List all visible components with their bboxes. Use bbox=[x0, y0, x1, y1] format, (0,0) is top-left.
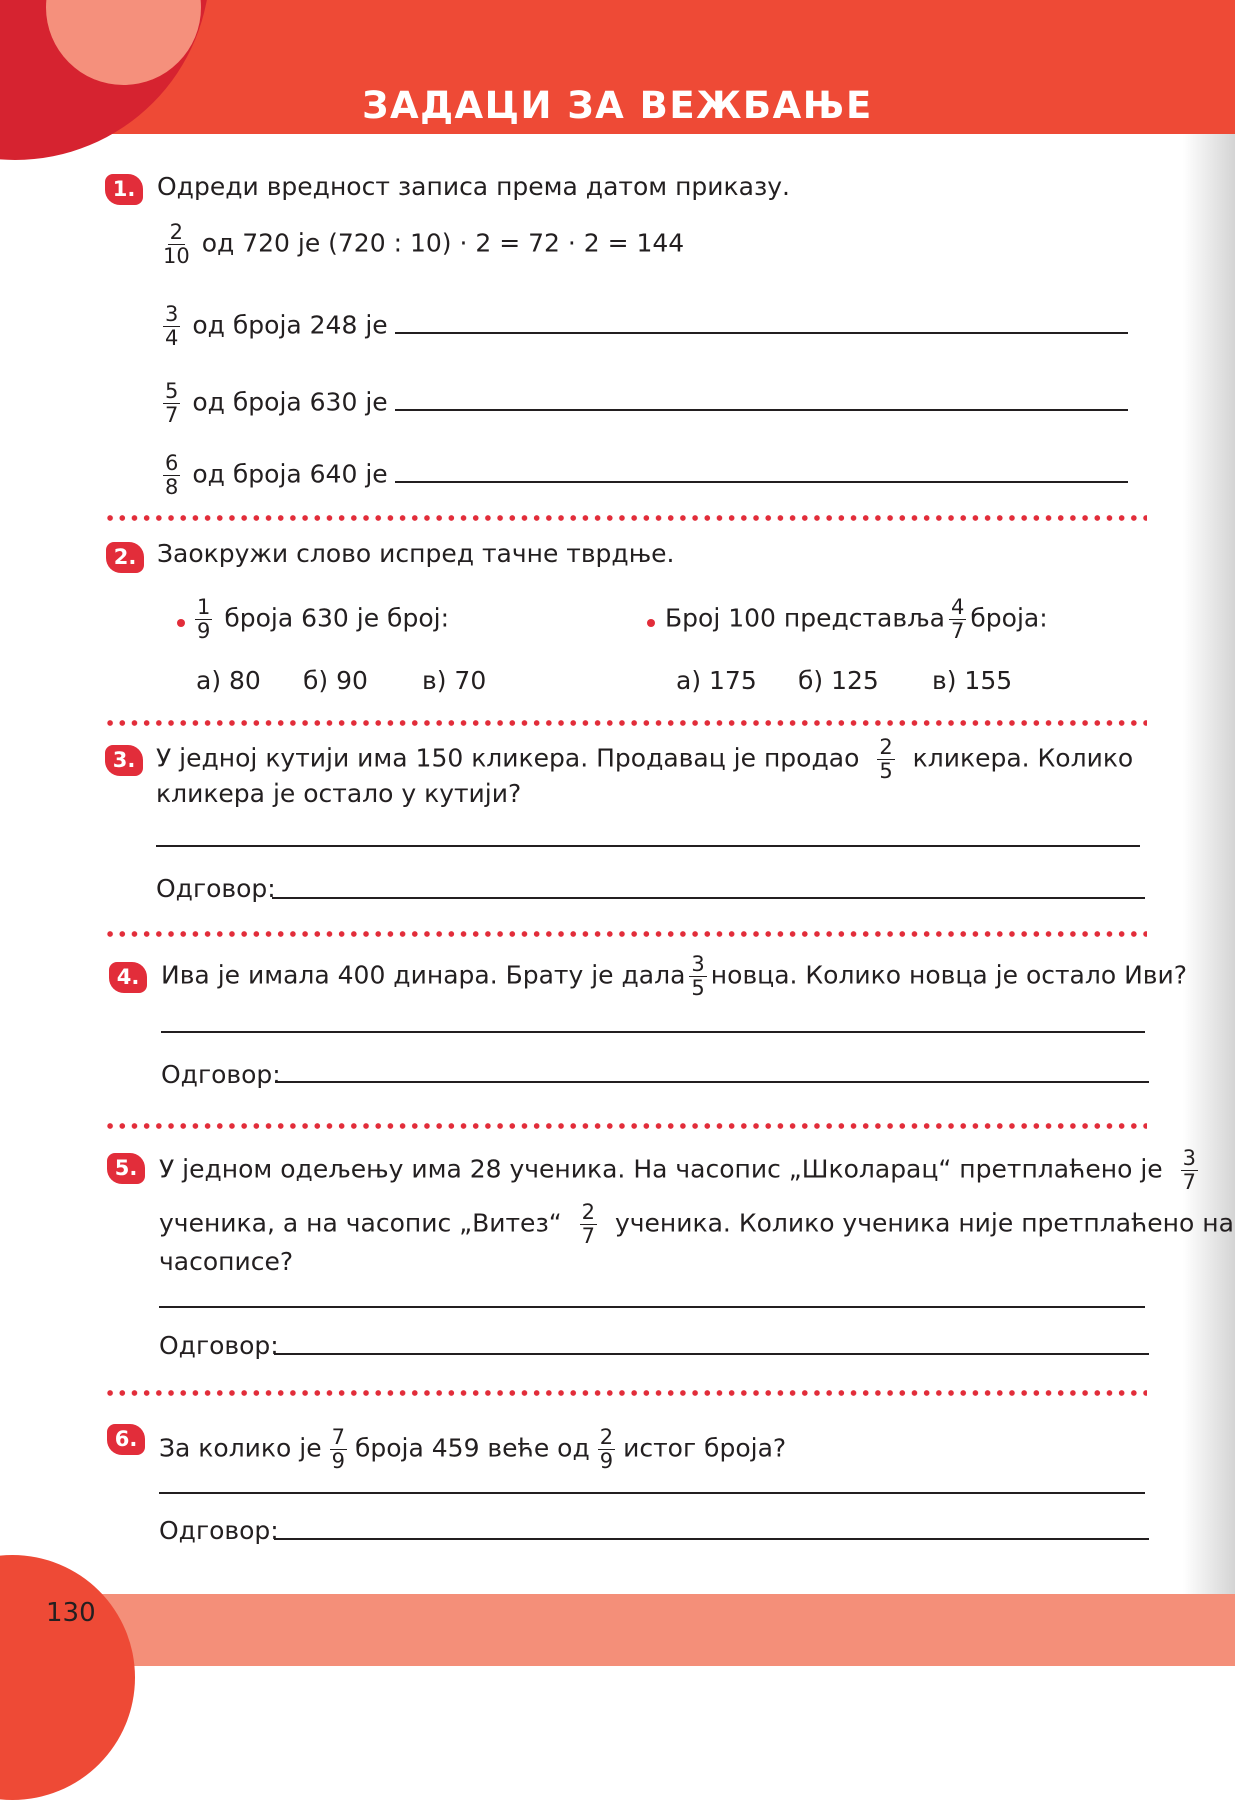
option[interactable]: а) 80 bbox=[196, 666, 261, 695]
answer-label: Одговор: bbox=[161, 1060, 281, 1089]
task-number-badge: 3. bbox=[105, 745, 143, 776]
answer-label: Одговор: bbox=[156, 874, 276, 903]
option[interactable]: в) 70 bbox=[422, 666, 487, 695]
task-number-badge: 2. bbox=[106, 542, 144, 573]
answer-label: Одговор: bbox=[159, 1331, 279, 1360]
task-number-badge: 1. bbox=[105, 174, 143, 205]
answer-line[interactable] bbox=[274, 1353, 1149, 1355]
statement-left bbox=[191, 596, 449, 643]
fraction: $\frac{2}{5}$ bbox=[879, 735, 893, 783]
task-text-line: часописе? bbox=[159, 1247, 294, 1276]
statement-text: броја 630 је број: bbox=[224, 603, 450, 633]
page-number: 130 bbox=[46, 1598, 96, 1628]
footer-band bbox=[0, 1594, 1235, 1666]
work-line[interactable] bbox=[161, 1031, 1145, 1033]
dotted-separator bbox=[104, 1123, 1147, 1129]
footer-circle bbox=[0, 1555, 135, 1800]
fraction: $\frac{2}{10}$ bbox=[163, 220, 190, 268]
answer-label: Одговор: bbox=[159, 1516, 279, 1545]
fraction: $\frac{3}{5}$ bbox=[691, 952, 705, 1000]
fraction: $\frac{7}{9}$ bbox=[331, 1425, 345, 1473]
fraction: $\frac{5}{7}$ bbox=[165, 379, 179, 427]
answer-line[interactable] bbox=[274, 1538, 1149, 1540]
fraction: $\frac{3}{7}$ bbox=[1182, 1146, 1197, 1194]
task-text-line: кликера је остало у кутији? bbox=[156, 779, 522, 808]
fraction: $\frac{6}{8}$ bbox=[165, 451, 179, 499]
task-text-line: У једној кутији има 150 кликера. Продавац је продао $\frac{2}{5}$ кликера. Колико bbox=[156, 735, 1134, 783]
task-text-line: У једном одељењу има 28 ученика. На часопис „Школарац“ претплаћено је $\frac{3}{7}$ bbox=[159, 1146, 1197, 1194]
task-text-line: Ива је имала 400 динара. Брату је дала $\frac{3}{5}$ новца. Колико новца је остало Иви? bbox=[161, 952, 1188, 1000]
work-line[interactable] bbox=[159, 1306, 1145, 1308]
statement-text: Број 100 представља bbox=[665, 603, 945, 633]
task-text-line: ученика, а на часопис „Витез“ $\frac{2}{7}$ ученика. Колико ученика није претплаћено на bbox=[159, 1200, 1234, 1248]
exercise-row bbox=[159, 380, 388, 427]
answer-line[interactable] bbox=[395, 332, 1128, 334]
option[interactable]: а) 175 bbox=[676, 666, 757, 695]
task-text-line: За колико је $\frac{7}{9}$ броја 459 веће од $\frac{2}{9}$ истог броја? bbox=[159, 1425, 787, 1473]
option[interactable]: б) 90 bbox=[303, 666, 368, 695]
task-number-badge: 5. bbox=[107, 1153, 145, 1184]
page-edge-shadow bbox=[1183, 134, 1235, 1594]
exercise-text: од броја 640 је bbox=[192, 459, 388, 489]
work-line[interactable] bbox=[159, 1492, 1145, 1494]
dotted-separator bbox=[104, 515, 1147, 521]
answer-line[interactable] bbox=[395, 409, 1128, 411]
exercise-text: од броја 630 је bbox=[192, 387, 388, 417]
answer-line[interactable] bbox=[272, 897, 1145, 899]
task-number-badge: 4. bbox=[109, 962, 147, 993]
option[interactable]: в) 155 bbox=[932, 666, 1013, 695]
task-number-badge: 6. bbox=[107, 1424, 145, 1455]
statement-text: броја: bbox=[970, 603, 1048, 633]
answer-line[interactable] bbox=[275, 1081, 1149, 1083]
bullet bbox=[647, 619, 655, 627]
example-row bbox=[159, 221, 684, 268]
fraction: $\frac{2}{7}$ bbox=[581, 1200, 596, 1248]
bullet bbox=[177, 619, 185, 627]
work-line[interactable] bbox=[156, 845, 1140, 847]
example-text: од 720 је (720 : 10) · 2 = 72 · 2 = 144 bbox=[201, 228, 685, 258]
fraction: $\frac{2}{9}$ bbox=[599, 1425, 614, 1473]
page-title: ЗАДАЦИ ЗА ВЕЖБАЊЕ bbox=[362, 84, 873, 127]
exercise-row bbox=[159, 303, 388, 350]
task-prompt: Одреди вредност записа према датом приказу. bbox=[157, 172, 790, 201]
task-prompt: Заокружи слово испред тачне тврдње. bbox=[157, 539, 675, 568]
dotted-separator bbox=[104, 931, 1147, 937]
option[interactable]: б) 125 bbox=[798, 666, 879, 695]
fraction: $\frac{3}{4}$ bbox=[165, 302, 179, 350]
answer-line[interactable] bbox=[395, 481, 1128, 483]
exercise-row bbox=[159, 452, 388, 499]
dotted-separator bbox=[104, 720, 1147, 726]
fraction: $\frac{1}{9}$ bbox=[197, 595, 211, 643]
exercise-text: од броја 248 је bbox=[192, 310, 388, 340]
dotted-separator bbox=[104, 1390, 1147, 1396]
statement-right bbox=[665, 596, 1048, 643]
fraction: $\frac{4}{7}$ bbox=[951, 595, 965, 643]
